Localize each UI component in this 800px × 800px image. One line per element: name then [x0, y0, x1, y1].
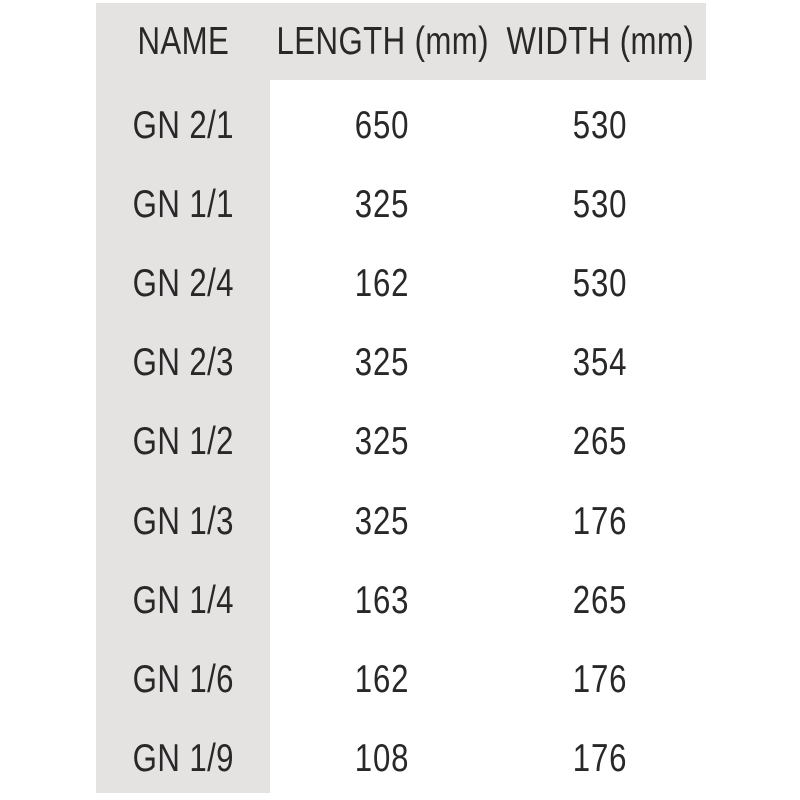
- row-length: 162: [355, 261, 410, 305]
- row-name: GN 1/9: [132, 737, 234, 781]
- table-cell-length: [270, 324, 495, 403]
- table-cell-width: [495, 244, 706, 323]
- table-cell-name: [96, 482, 270, 561]
- table-cell-length: [270, 720, 495, 799]
- table-cell-name: [96, 244, 270, 323]
- table-cell-width: [495, 324, 706, 403]
- table-cell-name: [96, 86, 270, 165]
- row-length: 325: [355, 499, 410, 543]
- row-width: 176: [573, 499, 628, 543]
- column-header-length-label: LENGTH (mm): [276, 19, 489, 63]
- column-header-name-label: NAME: [137, 19, 229, 63]
- table-cell-name: [96, 640, 270, 719]
- row-width: 176: [573, 657, 628, 701]
- table-cell-name: [96, 561, 270, 640]
- row-length: 162: [355, 657, 410, 701]
- table-cell-width: [495, 86, 706, 165]
- row-name: GN 2/4: [132, 261, 234, 305]
- column-header-name: [96, 3, 270, 86]
- table-cell-length: [270, 86, 495, 165]
- row-name: GN 1/3: [132, 499, 234, 543]
- row-width: 354: [573, 341, 628, 385]
- table-cell-length: [270, 244, 495, 323]
- table-cell-length: [270, 482, 495, 561]
- row-name: GN 1/1: [132, 182, 234, 226]
- table-cell-length: [270, 403, 495, 482]
- row-width: 176: [573, 737, 628, 781]
- table-cell-length: [270, 640, 495, 719]
- table-cell-width: [495, 165, 706, 244]
- row-name: GN 1/4: [132, 578, 234, 622]
- table-cell-length: [270, 561, 495, 640]
- column-header-length: [270, 3, 495, 86]
- table-cell-width: [495, 482, 706, 561]
- row-name: GN 2/1: [132, 103, 234, 147]
- row-width: 265: [573, 578, 628, 622]
- column-header-width-label: WIDTH (mm): [506, 19, 695, 63]
- row-length: 325: [355, 341, 410, 385]
- row-width: 530: [573, 182, 628, 226]
- table-cell-name: [96, 403, 270, 482]
- size-table: [96, 3, 706, 799]
- row-length: 650: [355, 103, 410, 147]
- row-name: GN 1/6: [132, 657, 234, 701]
- table-cell-width: [495, 640, 706, 719]
- row-width: 265: [573, 420, 628, 464]
- row-width: 530: [573, 103, 628, 147]
- table-cell-name: [96, 324, 270, 403]
- row-name: GN 2/3: [132, 341, 234, 385]
- table-cell-name: [96, 165, 270, 244]
- table-cell-width: [495, 720, 706, 799]
- row-length: 325: [355, 182, 410, 226]
- column-header-width: [495, 3, 706, 86]
- row-length: 325: [355, 420, 410, 464]
- table-cell-name: [96, 720, 270, 799]
- table-cell-length: [270, 165, 495, 244]
- row-name: GN 1/2: [132, 420, 234, 464]
- row-width: 530: [573, 261, 628, 305]
- row-length: 163: [355, 578, 410, 622]
- row-length: 108: [355, 737, 410, 781]
- table-cell-width: [495, 403, 706, 482]
- table-cell-width: [495, 561, 706, 640]
